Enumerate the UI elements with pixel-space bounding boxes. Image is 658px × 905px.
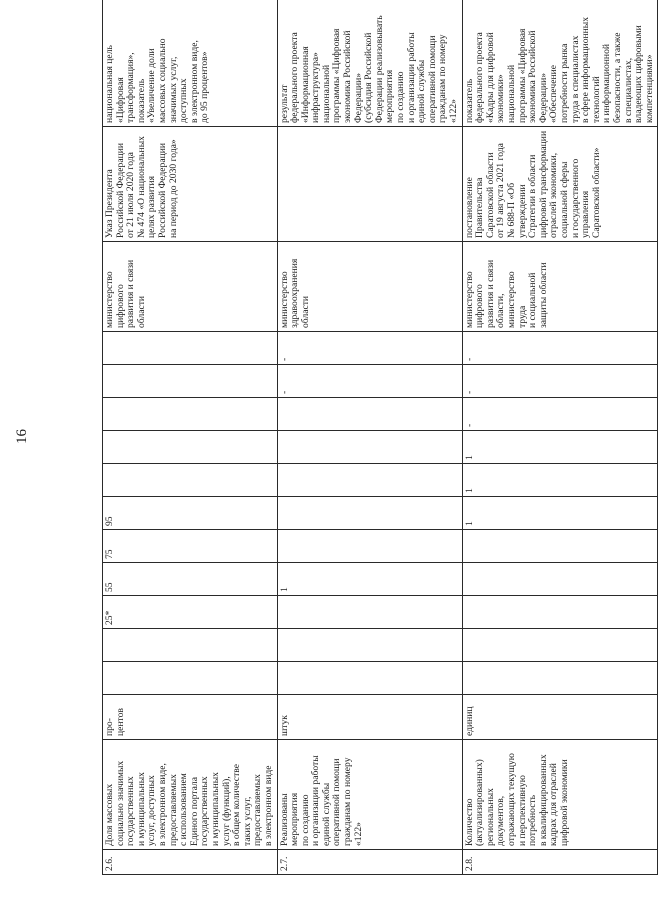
value-cell: 25* (103, 596, 278, 629)
value-cell (462, 530, 658, 563)
value-cell (462, 596, 658, 629)
value-cell: - (277, 365, 462, 398)
rotated-table-container (102, 15, 655, 875)
table-row (103, 0, 278, 875)
value-cell: 1 (462, 464, 658, 497)
indicators-table (102, 0, 658, 875)
value-cell: - (277, 332, 462, 365)
value-cell (277, 497, 462, 530)
unit-cell: про- центов (103, 695, 278, 740)
indicator-name: Реализованы мероприятия по созданию и организации работы единой службы оперативной помощи гражданам по номеру «122» (277, 740, 462, 850)
relation-cell: результат федерального проекта «Информационная инфраструктура» национальной программы «Цифровая экономика Российской Федерации» (субсидия Российской Федерации реализовывать мероприятия по созданию и организации работы единой службы оперативной помощи гражданам по номеру «122» (277, 0, 462, 127)
value-cell (277, 431, 462, 464)
relation-cell: национальная цель «Цифровая трансформация», показатель «Увеличение доли массовых социально значимых услуг, доступных в электронном виде, до 95 процентов» (103, 0, 278, 127)
unit-cell: единиц (462, 695, 658, 740)
value-cell: 1 (462, 497, 658, 530)
value-cell: - (462, 332, 658, 365)
value-cell: - (462, 398, 658, 431)
value-cell: - (462, 365, 658, 398)
value-cell (277, 398, 462, 431)
relation-cell: показатель федерального проекта «Кадры для цифровой экономики» национальной программы «Цифровая экономика Российской Федерации» «Обеспечение потребности рынка труда в специалистах в сфере информационных технологий и информационной безопасности, а также в специалистах, владеющих цифровыми компетенциями» (462, 0, 658, 127)
executor-cell: министерство цифрового развития и связи области (103, 242, 278, 332)
value-cell (103, 629, 278, 662)
page-number: 16 (14, 429, 30, 444)
indicator-name: Количество (актуализированных) региональных документов, отражающих текущую и перспективную потребность в квалифицированных кадрах для отраслей цифровой экономики (462, 740, 658, 850)
value-cell (277, 662, 462, 695)
value-cell: 1 (277, 563, 462, 596)
value-cell: 75 (103, 530, 278, 563)
executor-cell: министерство цифрового развития и связи области, министерство труда и социальной защиты области (462, 242, 658, 332)
value-cell (103, 365, 278, 398)
value-cell (103, 332, 278, 365)
value-cell (277, 596, 462, 629)
executor-cell: министерство здравоохранения области (277, 242, 462, 332)
value-cell (462, 563, 658, 596)
row-number: 2.7. (277, 850, 462, 875)
value-cell (103, 662, 278, 695)
value-cell (103, 431, 278, 464)
document-cell: Указ Президента Российской Федерации от 21 июля 2020 года № 474 «О национальных целях развития Российской Федерации на период до 2030 года» (103, 127, 278, 242)
value-cell (277, 629, 462, 662)
table-row (277, 0, 462, 875)
document-cell: постановление Правительства Саратовской области от 19 августа 2021 года № 688-П «Об утверждении Стратегии в области цифровой трансформации отраслей экономики, социальной сферы и государственного управления Саратовской области» (462, 127, 658, 242)
indicator-name: Доля массовых социально значимых государственных и муниципальных услуг, доступных в электронном виде, предоставляемых с использованием Единого портала государственных и муниципальных услуг (функций), в общем количестве таких услуг, предоставляемых в электронном виде (103, 740, 278, 850)
row-number: 2.6. (103, 850, 278, 875)
value-cell: 55 (103, 563, 278, 596)
value-cell: 1 (462, 431, 658, 464)
value-cell (462, 662, 658, 695)
value-cell (103, 464, 278, 497)
value-cell (277, 530, 462, 563)
value-cell (462, 629, 658, 662)
value-cell (277, 464, 462, 497)
unit-cell: штук (277, 695, 462, 740)
value-cell (103, 398, 278, 431)
value-cell: 95 (103, 497, 278, 530)
row-number: 2.8. (462, 850, 658, 875)
table-row (462, 0, 658, 875)
document-cell (277, 127, 462, 242)
